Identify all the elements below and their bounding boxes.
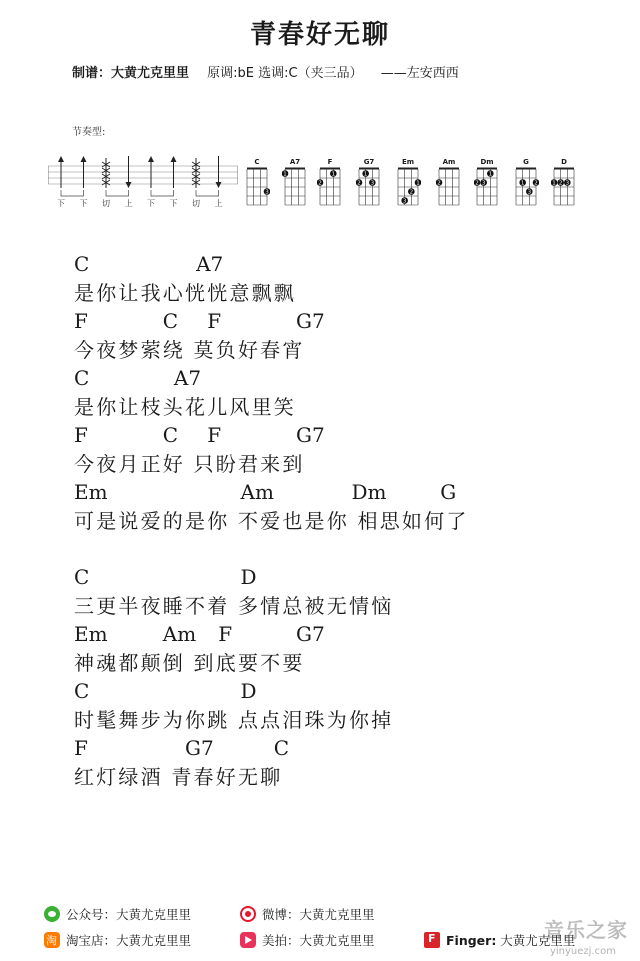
finger-dot [330,170,337,178]
chord-symbol: Em [74,480,108,504]
finger-dot [519,179,526,187]
finger-dot [533,179,539,187]
chosen-key: 选调:C（夹三品） [258,66,363,81]
finger-dot [415,179,421,187]
finger-dot [408,188,415,196]
footer-weibo [240,905,375,923]
chord-symbol: Am [240,480,274,504]
watermark: 音乐之家 [544,918,628,942]
weibo-icon [240,906,256,922]
svg-text:2: 2 [475,180,479,187]
chord-symbol: G7 [185,736,214,760]
svg-text:1: 1 [416,180,420,187]
svg-text:1: 1 [331,171,336,178]
svg-text:2: 2 [409,189,414,196]
finger-dot [264,188,270,196]
chord-symbol: Dm [351,480,387,504]
chord-diagram-d [551,158,577,207]
chord-symbol: F [207,309,222,333]
svg-text:3: 3 [265,189,269,196]
rhythm-pattern [48,150,238,210]
rhythm-stroke-label: 切 [102,199,110,208]
chord-symbol: F [74,309,88,333]
chord-symbol: F [207,423,222,447]
chord-diagram-dm [474,158,500,207]
watermark-url: yinyuezj.com [549,946,616,957]
chord-symbol: F [74,423,88,447]
chord-diagram-em [395,158,421,207]
song-title: 青春好无聊 [249,20,390,50]
finger-dot [356,179,362,187]
chord-line [74,364,469,393]
chord-diagram-a7 [282,158,308,207]
lyric-line: 是你让我心恍恍意飘飘 [74,280,296,305]
finger-dot [480,179,487,187]
weibo-account: 微博：大黄尤克里里 [262,907,375,922]
chord-symbol: C [74,679,90,703]
arranger: 制谱：大黄尤克里里 [72,66,190,81]
chord-name: Em [401,158,415,166]
chord-line [74,478,469,507]
chord-symbol: G7 [296,309,325,333]
finger-dot [436,179,442,187]
svg-text:2: 2 [437,180,441,187]
chord-symbol: C [74,252,90,276]
chord-line [74,307,469,336]
chord-diagram-g7 [356,158,382,207]
chord-symbol: Am [162,622,197,646]
finger-dot [282,170,288,178]
rhythm-stroke-label: 上 [214,199,223,208]
chord-symbol: C [162,309,179,333]
finger-dot [369,179,376,187]
svg-text:1: 1 [283,171,287,178]
lyric-line: 今夜梦萦绕 莫负好春宵 [74,337,305,362]
lyric-line: 是你让枝头花儿风里笑 [74,394,296,419]
lyric-line: 今夜月正好 只盼君来到 [74,451,305,476]
svg-text:3: 3 [370,180,375,187]
song-info [72,62,459,81]
finger-dot [401,197,408,205]
rhythm-stroke-label: 下 [169,199,178,208]
chord-name: G7 [363,158,375,166]
chord-line [74,734,469,763]
taobao-icon [44,932,60,948]
chord-name: G [523,158,529,166]
finger-dot [557,179,564,187]
finger-dot [317,179,323,187]
svg-text:2: 2 [357,180,361,187]
chord-symbol: C [74,366,90,390]
svg-text:3: 3 [481,180,486,187]
chord-line [74,677,469,706]
chord-symbol: F [218,622,233,646]
chord-symbol: C [74,565,90,589]
finger-dot [474,179,480,187]
chord-symbol: Em [74,622,108,646]
chord-line [74,563,469,592]
chord-symbol: F [74,736,88,760]
finger-icon [424,932,440,948]
footer-wechat [44,905,191,923]
meipai-account: 美拍：大黄尤克里里 [262,933,375,948]
rhythm-stroke-label: 下 [147,199,155,208]
svg-text:3: 3 [402,198,407,205]
svg-text:2: 2 [534,180,538,187]
chord-line [74,421,469,450]
meipai-icon [240,932,256,948]
lyric-line: 可是说爱的是你 不爱也是你 相思如何了 [74,508,469,533]
svg-text:2: 2 [558,180,563,187]
finger-dot [551,179,557,187]
rhythm-stroke-label: 上 [124,199,133,208]
rhythm-stroke-label: 下 [57,199,65,208]
chord-name: A7 [289,158,301,166]
wechat-account: 公众号：大黄尤克里里 [66,907,192,922]
finger-dot [487,170,494,178]
svg-text:2: 2 [318,180,322,187]
chord-symbol: G [440,480,457,504]
svg-text:1: 1 [520,180,525,187]
chord-symbol: C [162,423,179,447]
rhythm-stroke [102,158,110,188]
chord-name: Dm [480,158,494,166]
artist: ——左安西西 [380,66,459,81]
lyrics-sheet [74,250,469,791]
chord-diagram-am [436,158,462,207]
chord-diagram-g [513,158,539,207]
chord-symbol: A7 [196,252,224,276]
chord-name: C [254,158,260,166]
chord-name: F [327,158,333,166]
svg-text:3: 3 [565,180,570,187]
svg-text:1: 1 [363,171,368,178]
finger-dot [362,170,369,178]
finger-value: 大黄尤克里里 [500,933,576,948]
chord-symbol: C [273,736,290,760]
chord-symbol: A7 [173,366,202,390]
rhythm-stroke [192,158,200,188]
chord-diagram-c [244,158,270,207]
finger-dot [526,188,533,196]
rhythm-stroke-label: 切 [192,199,200,208]
chord-diagram-f [317,158,343,207]
original-key: 原调:bE [207,66,255,81]
lyric-line: 神魂都颠倒 到底要不要 [74,650,305,675]
rhythm-label: 节奏型: [72,127,106,138]
svg-text:1: 1 [488,171,493,178]
lyric-line: 三更半夜睡不着 多情总被无情恼 [74,593,394,618]
wechat-icon [44,906,60,922]
finger-label: Finger: [446,933,497,948]
finger-dot [564,179,571,187]
chord-name: Am [442,158,456,166]
svg-text:1: 1 [552,180,556,187]
footer-taobao [44,931,191,949]
chord-symbol: D [240,565,257,589]
chord-symbol: G7 [296,622,325,646]
taobao-store: 淘宝店：大黄尤克里里 [66,933,192,948]
svg-text:3: 3 [527,189,532,196]
footer-meipai [240,931,375,949]
chord-symbol: G7 [296,423,325,447]
lyric-line: 时髦舞步为你跳 点点泪珠为你掉 [74,707,394,732]
chord-symbol: D [240,679,257,703]
rhythm-stroke-label: 下 [79,199,88,208]
chord-name: D [561,158,567,166]
lyric-line: 红灯绿酒 青春好无聊 [74,764,283,789]
chord-line [74,250,469,279]
chord-line [74,620,469,649]
